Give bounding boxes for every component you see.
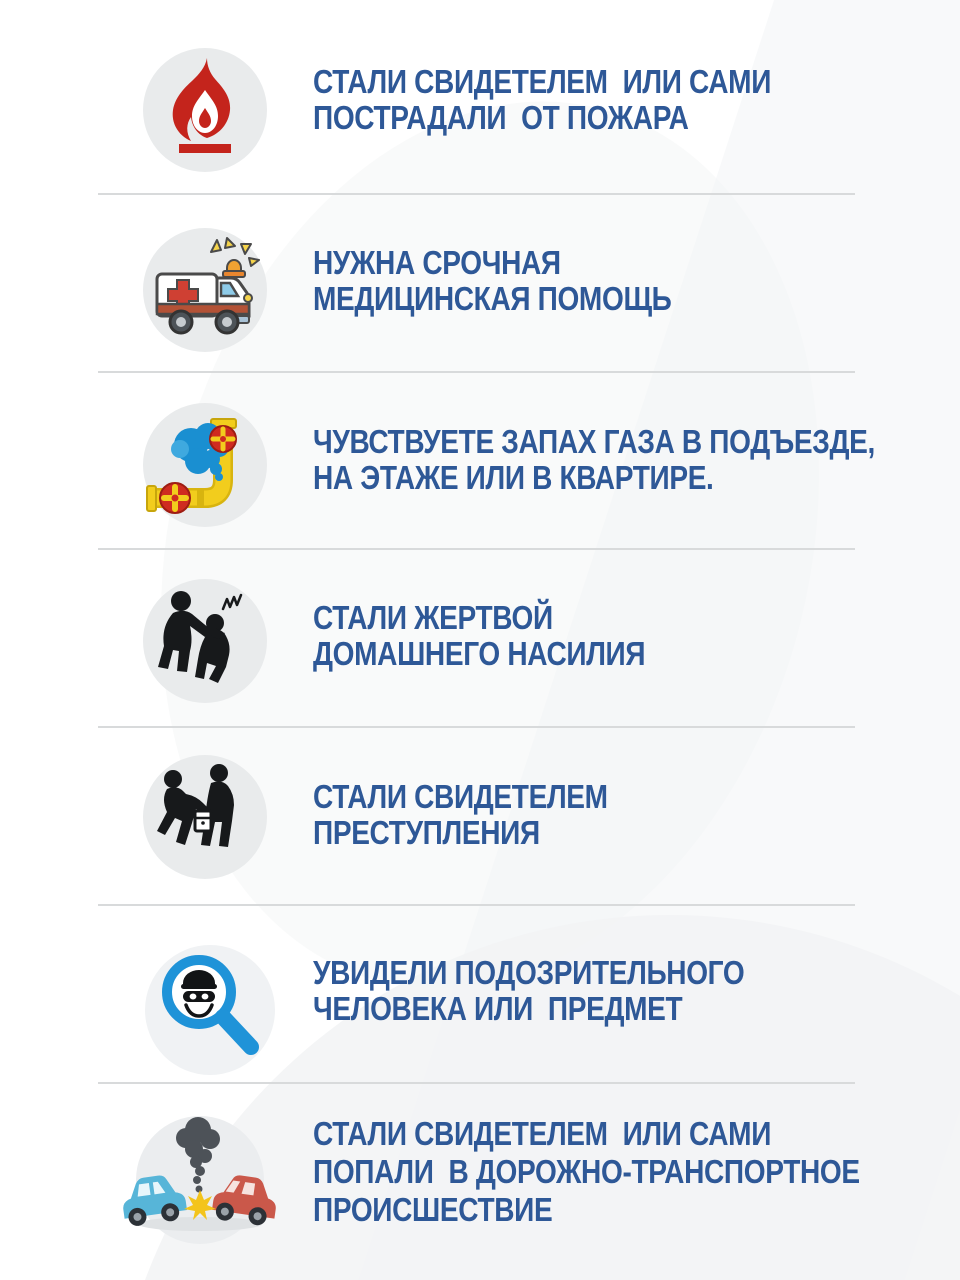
row-accident-line2: ПОПАЛИ В ДОРОЖНО-ТРАНСПОРТНОЕ [313, 1153, 860, 1190]
row-ambulance-line1: НУЖНА СРОЧНАЯ [313, 244, 561, 281]
row-suspicious-text [313, 955, 820, 1027]
row-fire-text [313, 64, 852, 136]
row-gas-line2: НА ЭТАЖЕ ИЛИ В КВАРТИРЕ. [313, 459, 714, 496]
row-fire-line1: СТАЛИ СВИДЕТЕЛЕМ ИЛИ САМИ [313, 63, 772, 100]
divider [98, 1082, 855, 1084]
ambulance-icon [143, 228, 267, 352]
domestic-violence-icon [143, 579, 267, 703]
row-crime-line1: СТАЛИ СВИДЕТЕЛЕМ [313, 778, 608, 815]
gas-leak-icon [143, 403, 267, 527]
divider [98, 904, 855, 906]
row-ambulance-text [313, 245, 735, 317]
row-suspicious-line2: ЧЕЛОВЕКА ИЛИ ПРЕДМЕТ [313, 990, 683, 1027]
suspicious-person-icon [145, 945, 275, 1075]
fire-icon [143, 48, 267, 172]
row-accident-line1: СТАЛИ СВИДЕТЕЛЕМ ИЛИ САМИ [313, 1115, 772, 1152]
row-ambulance-line2: МЕДИЦИНСКАЯ ПОМОЩЬ [313, 280, 672, 317]
divider [98, 193, 855, 195]
row-accident-text [313, 1115, 956, 1229]
row-domestic-line1: СТАЛИ ЖЕРТВОЙ [313, 599, 553, 636]
row-suspicious-line1: УВИДЕЛИ ПОДОЗРИТЕЛЬНОГО [313, 954, 745, 991]
divider [98, 548, 855, 550]
row-crime-line2: ПРЕСТУПЛЕНИЯ [313, 814, 540, 851]
row-accident-line3: ПРОИСШЕСТВИЕ [313, 1191, 553, 1228]
row-crime-text [313, 779, 660, 851]
divider [98, 726, 855, 728]
car-crash-icon [110, 1112, 290, 1252]
divider [98, 371, 855, 373]
pickpocket-icon [143, 755, 267, 879]
row-domestic-line2: ДОМАШНЕГО НАСИЛИЯ [313, 635, 646, 672]
row-gas-text [313, 424, 960, 496]
row-domestic-text [313, 600, 704, 672]
row-fire-line2: ПОСТРАДАЛИ ОТ ПОЖАРА [313, 99, 689, 136]
row-gas-line1: ЧУВСТВУЕТЕ ЗАПАХ ГАЗА В ПОДЪЕЗДЕ, [313, 423, 876, 460]
